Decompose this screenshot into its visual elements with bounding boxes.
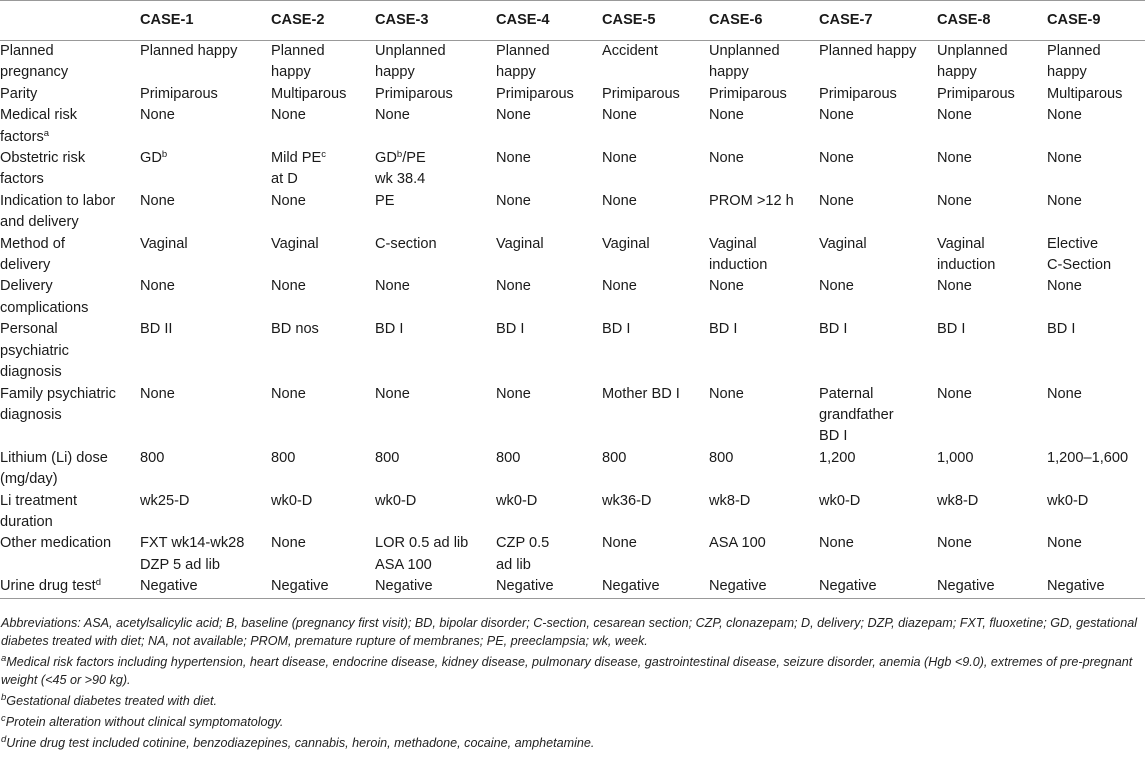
table-cell: Negative xyxy=(375,576,496,598)
footnote-mark: c xyxy=(1,713,6,724)
table-cell: 800 xyxy=(602,449,627,466)
table-row xyxy=(0,491,1145,534)
header-row xyxy=(0,1,1145,41)
footnote-mark: d xyxy=(95,577,102,589)
table-row xyxy=(0,41,1145,84)
footnote-text: Protein alteration without clinical symptomatology. xyxy=(5,715,284,729)
table-cell: None xyxy=(937,535,972,552)
header-case-4: CASE-4 xyxy=(496,1,602,41)
row-label: Planned pregnancy xyxy=(0,43,69,81)
table-cell: Primiparous xyxy=(937,85,1015,102)
table-cell: ASA 100 xyxy=(709,535,766,552)
table-row xyxy=(0,84,1145,105)
table-row xyxy=(0,384,1145,448)
table-cell: None xyxy=(271,385,306,402)
footnote-mark: c xyxy=(321,149,327,161)
table-cell: Primiparous xyxy=(140,85,218,102)
table-cell: Vaginal induction xyxy=(709,235,768,274)
table-cell: Negative xyxy=(709,576,819,598)
table-row xyxy=(0,191,1145,234)
row-label: Family psychiatric diagnosis xyxy=(0,385,116,423)
footnote-text: Medical risk factors including hypertension, heart disease, endocrine disease, kidney disease, pulmonary disease, gastrointestinal disease, seizure disorder, anemia (Hgb <9.0), extremes of pre-pregnant weight (<45 or >90 kg). xyxy=(1,655,1133,687)
table-cell: None xyxy=(602,535,637,552)
table-cell: Unplanned happy xyxy=(709,43,780,81)
table-cell: None xyxy=(1047,278,1082,295)
table-cell: wk8-D xyxy=(709,492,751,509)
table-cell: FXT wk14-wk28 DZP 5 ad lib xyxy=(140,535,245,573)
table-cell: Negative xyxy=(496,576,602,598)
table-cell: 800 xyxy=(140,449,165,466)
table-cell: None xyxy=(496,385,531,402)
table-cell: Mild $PE^c$ at D xyxy=(271,149,327,188)
table-cell: CZP 0.5 ad lib xyxy=(496,535,550,573)
table-cell: PROM >12 h xyxy=(709,192,794,209)
table-cell: BD I xyxy=(375,321,404,338)
table-cell: wk25-D xyxy=(140,492,190,509)
header-case-3: CASE-3 xyxy=(375,1,496,41)
table-cell: Unplanned happy xyxy=(937,43,1008,81)
table-cell: Negative xyxy=(937,576,1047,598)
table-cell: None xyxy=(1047,150,1082,167)
table-cell: Primiparous xyxy=(602,85,680,102)
table-cell: BD I xyxy=(496,321,525,338)
row-label: Delivery complications xyxy=(0,278,89,316)
table-cell: None xyxy=(375,107,410,124)
footnote-mark: b xyxy=(1,692,7,703)
table-row xyxy=(0,148,1145,191)
table-cell: BD I xyxy=(937,321,966,338)
table-cell: BD I xyxy=(1047,321,1076,338)
table-cell: None xyxy=(1047,535,1082,552)
row-label: Method of delivery xyxy=(0,235,65,274)
row-label: Indication to labor and delivery xyxy=(0,192,116,231)
table-cell: None xyxy=(819,535,854,552)
table-row xyxy=(0,533,1145,576)
table-cell: None xyxy=(496,107,531,124)
table-cell: None xyxy=(937,192,972,209)
table-cell: None xyxy=(819,107,854,124)
footnote-d xyxy=(1,734,1141,752)
table-cell: wk36-D xyxy=(602,492,652,509)
footnote-mark: a xyxy=(1,653,7,664)
table-cell: Primiparous xyxy=(375,85,453,102)
table-cell: None xyxy=(140,192,175,209)
table-cell: Primiparous xyxy=(709,85,787,102)
abbreviations-note: Abbreviations: ASA, acetylsalicylic acid; B, baseline (pregnancy first visit); BD, bipolar disorder; C-section, cesarean section; CZP, clonazepam; D, delivery; DZP, diazepam; FXT, fluoxetine; GD, gestational diabetes treated with diet; NA, not available; PROM, premature rupture of membranes; PE, preeclampsia; wk, week. xyxy=(1,616,1138,648)
table-cell: None xyxy=(496,150,531,167)
header-case-1: CASE-1 xyxy=(140,1,271,41)
table-cell: None xyxy=(602,192,637,209)
table-cell: wk0-D xyxy=(819,492,861,509)
table-cell: Accident xyxy=(602,43,658,59)
header-case-5: CASE-5 xyxy=(602,1,709,41)
table-cell: None xyxy=(709,107,744,124)
table-row xyxy=(0,276,1145,319)
table-cell: None xyxy=(271,107,306,124)
table-cell: 1,200 xyxy=(819,449,856,466)
footnote-text: Gestational diabetes treated with diet. xyxy=(6,694,218,708)
table-cell: Multiparous xyxy=(271,85,347,102)
table-cell: Vaginal xyxy=(602,235,650,252)
table-cell: Planned happy xyxy=(1047,43,1101,81)
row-label: Obstetric risk factors xyxy=(0,150,86,188)
table-footnotes xyxy=(1,614,1141,755)
table-cell: 1,000 xyxy=(937,449,974,466)
row-label: Li treatment duration xyxy=(0,492,78,530)
table-cell: None xyxy=(602,150,637,167)
table-cell: None xyxy=(937,107,972,124)
table-cell: None xyxy=(819,278,854,295)
table-cell: None xyxy=(271,278,306,295)
table-cell: Planned happy xyxy=(496,43,550,81)
table-cell: 800 xyxy=(709,449,734,466)
header-case-9: CASE-9 xyxy=(1047,1,1145,41)
header-corner xyxy=(0,1,140,41)
table-cell: Mother BD I xyxy=(602,385,680,402)
table-cell: BD I xyxy=(819,321,848,338)
table-cell: Negative xyxy=(819,576,937,598)
table-cell: None xyxy=(1047,385,1082,402)
table-cell: None xyxy=(1047,192,1082,209)
table-cell: BD I xyxy=(709,321,738,338)
table-cell: None xyxy=(602,107,637,124)
table-cell: Primiparous xyxy=(496,85,574,102)
table-cell: 800 xyxy=(271,449,296,466)
footnote-a xyxy=(1,653,1141,689)
table-cell: LOR 0.5 ad lib ASA 100 xyxy=(375,535,469,573)
table-cell: None xyxy=(819,150,854,167)
table-cell: Planned happy xyxy=(140,43,238,59)
row-label: Medical risk factors$^a$ xyxy=(0,107,78,145)
table-cell: Vaginal xyxy=(819,235,867,252)
table-cell: Vaginal xyxy=(271,235,319,252)
table-row xyxy=(0,234,1145,277)
footnote-b xyxy=(1,692,1141,710)
table-cell: Paternal grandfather BD I xyxy=(819,385,894,445)
header-case-2: CASE-2 xyxy=(271,1,375,41)
table-cell: wk8-D xyxy=(937,492,979,509)
table-cell: None xyxy=(271,192,306,209)
row-label: Urine drug test$^d$ xyxy=(0,576,140,598)
row-label: Other medication xyxy=(0,535,112,552)
table-cell: None xyxy=(140,385,175,402)
table-row xyxy=(0,576,1145,598)
table-cell: Elective C-Section xyxy=(1047,235,1112,274)
footnote-list xyxy=(1,653,1141,752)
table-cell: Negative xyxy=(271,576,375,598)
table-cell: None xyxy=(709,150,744,167)
table-header xyxy=(0,1,1145,41)
footnote-mark: d xyxy=(1,734,7,745)
table-cell: C-section xyxy=(375,235,437,252)
footnote-mark: a xyxy=(43,127,50,139)
table-cell: wk0-D xyxy=(1047,492,1089,509)
table-cell: Unplanned happy xyxy=(375,43,446,81)
table-body xyxy=(0,41,1145,599)
table-cell: None xyxy=(496,278,531,295)
row-label: Personal psychiatric diagnosis xyxy=(0,321,69,381)
table-cell: Negative xyxy=(602,576,709,598)
table-row xyxy=(0,105,1145,148)
table-cell: None xyxy=(271,535,306,552)
table-cell: None xyxy=(937,278,972,295)
table-cell: None xyxy=(819,192,854,209)
table-cell: None xyxy=(140,107,175,124)
table-cell: None xyxy=(709,278,744,295)
table-cell: Vaginal xyxy=(140,235,188,252)
table-cell: PE xyxy=(375,192,395,209)
table-row xyxy=(0,448,1145,491)
table-cell: Multiparous xyxy=(1047,85,1123,102)
table-cell: Negative xyxy=(1047,576,1145,598)
table-cell: None xyxy=(937,385,972,402)
table-cell: wk0-D xyxy=(375,492,417,509)
row-label: Parity xyxy=(0,85,38,102)
table-cell: wk0-D xyxy=(271,492,313,509)
header-case-8: CASE-8 xyxy=(937,1,1047,41)
table-cell: BD nos xyxy=(271,321,319,338)
table-cell: Planned happy xyxy=(271,43,325,81)
table-cell: BD I xyxy=(602,321,631,338)
table-cell: None xyxy=(937,150,972,167)
table-cell: $GD^b/PE$ wk 38.4 xyxy=(375,149,426,188)
header-case-6: CASE-6 xyxy=(709,1,819,41)
table-cell: 800 xyxy=(496,449,521,466)
table-cell: None xyxy=(375,385,410,402)
footnote-text: Urine drug test included cotinine, benzodiazepines, cannabis, heroin, methadone, cocaine, amphetamine. xyxy=(6,736,595,750)
table-cell: Vaginal induction xyxy=(937,235,996,274)
footnote-c xyxy=(1,713,1141,731)
table-cell: $GD^b$ xyxy=(140,149,168,167)
table-cell: None xyxy=(496,192,531,209)
footnote-mark: b xyxy=(396,149,403,161)
table-cell: None xyxy=(709,385,744,402)
header-case-7: CASE-7 xyxy=(819,1,937,41)
table-cell: Primiparous xyxy=(819,85,897,102)
row-label: Lithium (Li) dose (mg/day) xyxy=(0,449,108,488)
table-cell: Vaginal xyxy=(496,235,544,252)
table-cell: wk0-D xyxy=(496,492,538,509)
footnote-mark: b xyxy=(161,149,168,161)
table-cell: Planned happy xyxy=(819,43,917,59)
table-cell: None xyxy=(602,278,637,295)
table-cell: None xyxy=(140,278,175,295)
table-cell: 800 xyxy=(375,449,400,466)
table-cell: BD II xyxy=(140,321,173,338)
table-cell: None xyxy=(1047,107,1082,124)
table-cell: 1,200–1,600 xyxy=(1047,449,1129,466)
table-cell: None xyxy=(375,278,410,295)
table-row xyxy=(0,319,1145,383)
table-cell: Negative xyxy=(140,576,271,598)
